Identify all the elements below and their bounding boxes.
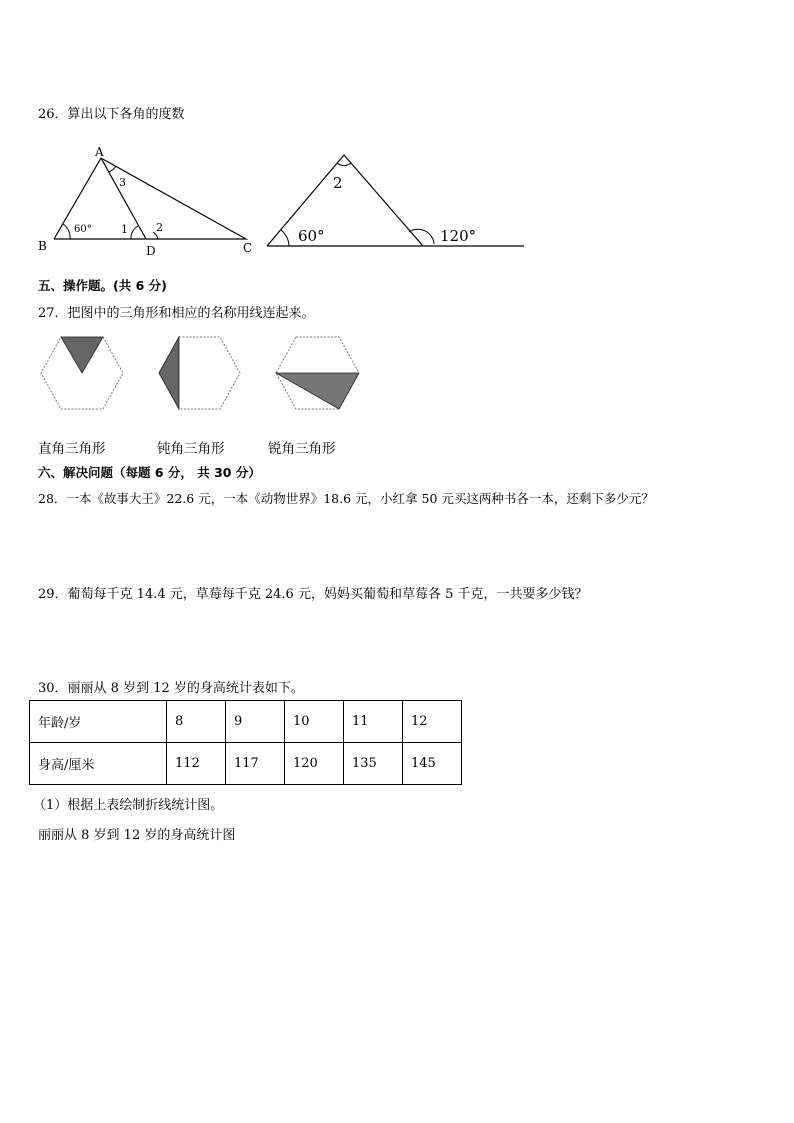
q27-hexagons xyxy=(0,330,400,420)
table-cell: 135 xyxy=(344,743,403,785)
table-cell: 120 xyxy=(285,743,344,785)
table-cell: 10 xyxy=(285,701,344,743)
hexagon-3 xyxy=(276,337,359,409)
label-120-deg: 120° xyxy=(440,227,477,245)
q28-text: 28．一本《故事大王》22.6 元，一本《动物世界》18.6 元，小红拿 50 元买这两种书各一本，还剩下多少元？ xyxy=(38,491,654,506)
label-b: B xyxy=(38,239,47,253)
q30-sub1: （1）根据上表绘制折线统计图。 xyxy=(33,798,224,813)
q29-text: 29．葡萄每千克 14.4 元，草莓每千克 24.6 元，妈妈买葡萄和草莓各 5 千克，一共要多少钱？ xyxy=(38,587,588,602)
triangle-3 xyxy=(276,373,359,409)
angle-120-arc xyxy=(409,229,434,244)
q30-text: 30．丽丽从 8 岁到 12 岁的身高统计表如下。 xyxy=(38,681,304,696)
table-cell: 117 xyxy=(226,743,285,785)
height-table xyxy=(29,700,462,785)
triangle-1 xyxy=(61,337,103,373)
label-angle-1: 1 xyxy=(121,223,128,236)
right-side xyxy=(344,155,423,246)
q27-text: 27．把图中的三角形和相应的名称用线连起来。 xyxy=(38,306,315,321)
label-d: D xyxy=(146,244,156,258)
table-row xyxy=(30,701,462,743)
q26-figures xyxy=(0,140,540,260)
table-cell: 8 xyxy=(167,701,226,743)
triangle-abc-figure xyxy=(38,145,252,258)
section5-title: 五、操作题。(共 6 分) xyxy=(38,278,167,293)
label-angle-2: 2 xyxy=(333,174,343,192)
label-60-deg: 60° xyxy=(298,227,325,245)
table-cell: 11 xyxy=(344,701,403,743)
angle-3-arc xyxy=(109,166,116,172)
table-cell: 9 xyxy=(226,701,285,743)
angle-1-arc xyxy=(131,226,138,239)
table-cell: 112 xyxy=(167,743,226,785)
label-c: C xyxy=(243,241,253,255)
triangle-name-acute: 锐角三角形 xyxy=(268,441,336,457)
label-angle-3: 3 xyxy=(119,176,126,189)
angle-60-arc xyxy=(281,230,289,246)
table-cell: 12 xyxy=(403,701,462,743)
hexagon-2 xyxy=(159,337,240,409)
table-cell: 年龄/岁 xyxy=(30,701,167,743)
section6-title: 六、解决问题（每题 6 分， 共 30 分） xyxy=(38,465,261,480)
label-a: A xyxy=(95,145,104,159)
q26-text: 26．算出以下各角的度数 xyxy=(38,107,185,122)
triangle-name-right: 直角三角形 xyxy=(38,441,106,457)
angle-b-arc xyxy=(63,224,70,239)
triangle-2 xyxy=(159,337,179,409)
label-60-deg: 60° xyxy=(74,224,92,235)
angle-2-arc xyxy=(337,163,351,166)
label-angle-2: 2 xyxy=(156,221,163,234)
chart-title: 丽丽从 8 岁到 12 岁的身高统计图 xyxy=(38,828,236,843)
table-cell: 身高/厘米 xyxy=(30,743,167,785)
triangle-name-obtuse: 钝角三角形 xyxy=(157,441,225,457)
triangle-exterior-angle-figure xyxy=(267,155,524,246)
table-row xyxy=(30,743,462,785)
hexagon-1 xyxy=(41,337,123,409)
table-cell: 145 xyxy=(403,743,462,785)
